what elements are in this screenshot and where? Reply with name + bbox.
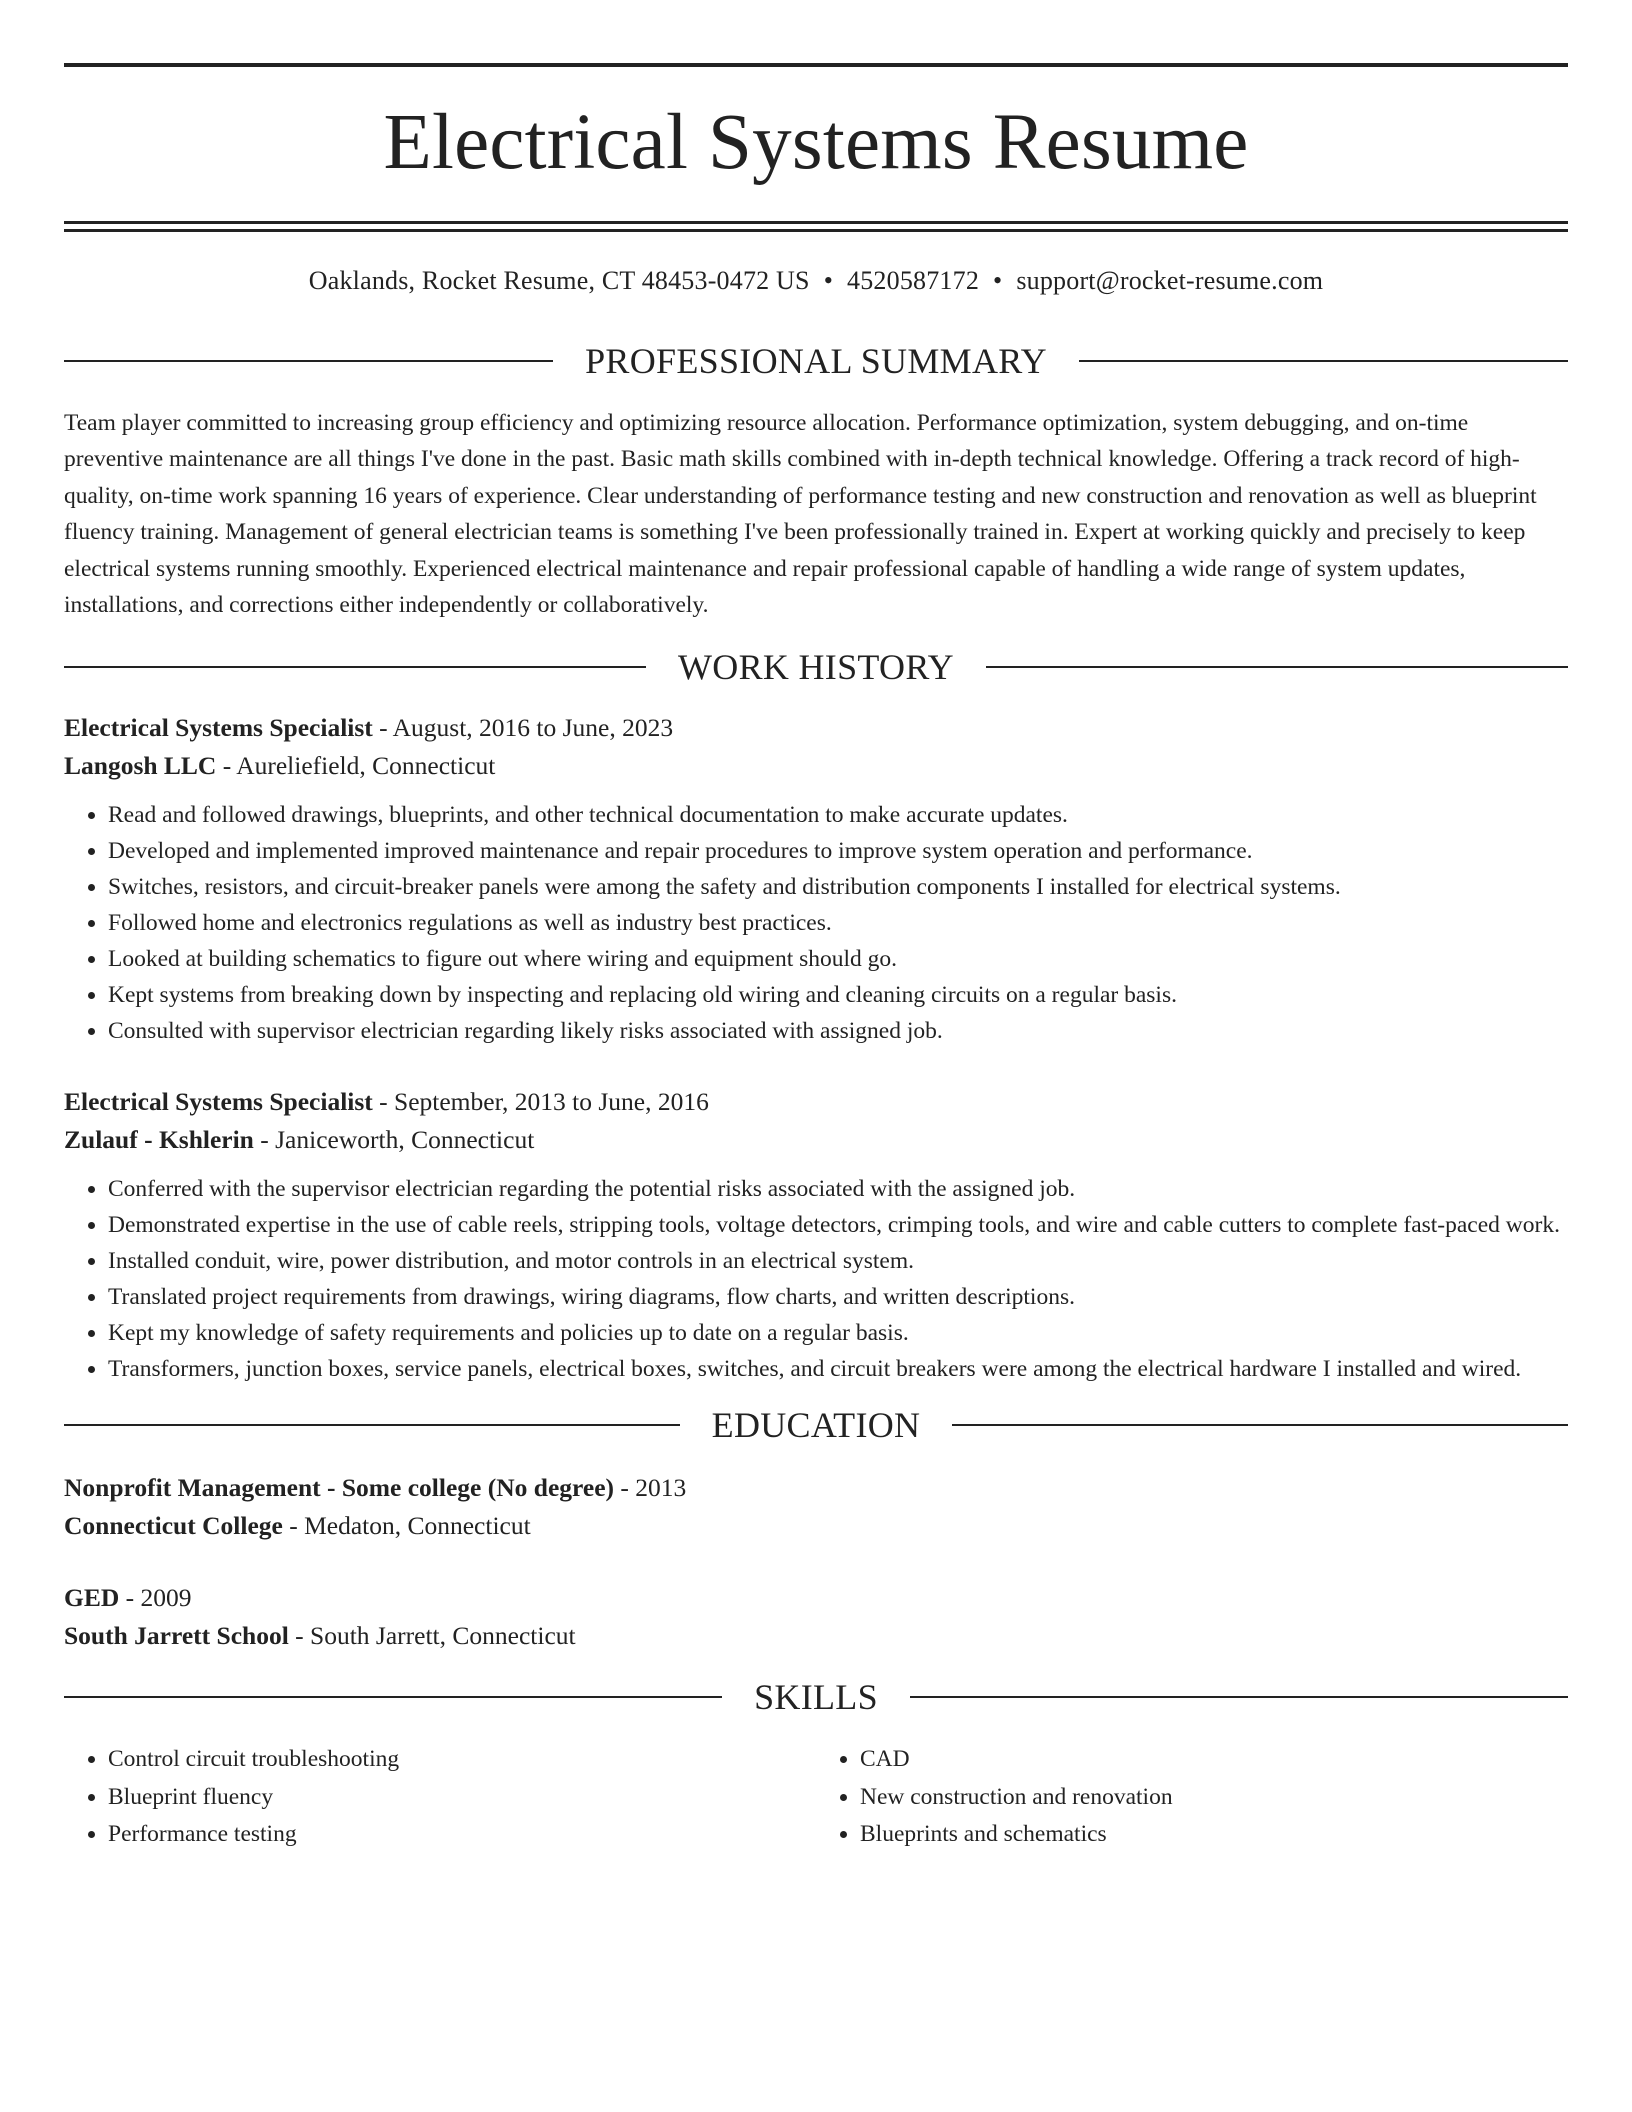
skill-item: • Control circuit troubleshooting xyxy=(108,1741,816,1779)
education-location: - Medaton, Connecticut xyxy=(282,1511,531,1541)
job-title: Electrical Systems Specialist xyxy=(64,713,373,743)
skill-item: • Blueprint fluency xyxy=(108,1779,816,1817)
education-year: - 2013 xyxy=(614,1473,687,1503)
skill-item: • Performance testing xyxy=(108,1816,816,1854)
job-bullets xyxy=(64,1171,1568,1387)
job-title-line xyxy=(64,709,1568,747)
contact-separator: • xyxy=(823,266,834,295)
job-bullet: • Switches, resistors, and circuit-breaker panels were among the safety and distribution components I installed for electrical systems. xyxy=(108,869,1568,905)
contact-info xyxy=(64,265,1568,297)
job-bullet: • Installed conduit, wire, power distribution, and motor controls in an electrical system. xyxy=(108,1243,1568,1279)
education-degree: Nonprofit Management - Some college (No degree) xyxy=(64,1473,615,1503)
skill-item: • New construction and renovation xyxy=(860,1779,1568,1817)
job-bullet: • Read and followed drawings, blueprints, and other technical documentation to make accurate updates. xyxy=(108,797,1568,833)
contact-email: support@rocket-resume.com xyxy=(1016,266,1324,295)
job-location: - Aureliefield, Connecticut xyxy=(216,751,496,781)
job-bullet: • Transformers, junction boxes, service panels, electrical boxes, switches, and circuit breakers were among the electrical hardware I installed and wired. xyxy=(108,1351,1568,1387)
job-company-line xyxy=(64,747,1568,785)
education-entry xyxy=(64,1579,1568,1655)
resume-title: Electrical Systems Resume xyxy=(383,99,1249,186)
skills-list xyxy=(816,1741,1568,1854)
job-dates: - August, 2016 to June, 2023 xyxy=(372,713,674,743)
job-bullet: • Kept systems from breaking down by inspecting and replacing old wiring and cleaning circuits on a regular basis. xyxy=(108,977,1568,1013)
heading-rule-left xyxy=(64,1424,680,1426)
job-bullet: • Consulted with supervisor electrician regarding likely risks associated with assigned job. xyxy=(108,1013,1568,1049)
job-entry xyxy=(64,709,1568,1049)
skill-item: • CAD xyxy=(860,1741,1568,1779)
section-title: EDUCATION xyxy=(711,1405,921,1446)
heading-rule-right xyxy=(986,666,1568,668)
heading-rule-left xyxy=(64,666,646,668)
education-degree-line xyxy=(64,1579,1568,1617)
heading-rule-right xyxy=(910,1696,1568,1698)
section-title: SKILLS xyxy=(754,1677,878,1718)
job-bullets xyxy=(64,797,1568,1049)
contact-address: Oaklands, Rocket Resume, CT 48453-0472 US xyxy=(308,266,810,295)
job-location: - Janiceworth, Connecticut xyxy=(253,1125,535,1155)
job-bullet: • Looked at building schematics to figure out where wiring and equipment should go. xyxy=(108,941,1568,977)
job-bullet: • Conferred with the supervisor electrician regarding the potential risks associated with the assigned job. xyxy=(108,1171,1568,1207)
top-rule xyxy=(64,63,1568,67)
job-bullet: • Kept my knowledge of safety requirements and policies up to date on a regular basis. xyxy=(108,1315,1568,1351)
education-school-line xyxy=(64,1507,1568,1545)
education-school: Connecticut College xyxy=(64,1511,283,1541)
heading-rule-left xyxy=(64,1696,722,1698)
education-degree-line xyxy=(64,1469,1568,1507)
job-bullet: • Demonstrated expertise in the use of cable reels, stripping tools, voltage detectors, crimping tools, and wire and cable cutters to complete fast-paced work. xyxy=(108,1207,1568,1243)
skill-item: • Blueprints and schematics xyxy=(860,1816,1568,1854)
heading-rule-right xyxy=(1079,360,1568,362)
section-heading-education xyxy=(64,1405,1568,1445)
skills-column-right xyxy=(816,1741,1568,1854)
education-school: South Jarrett School xyxy=(64,1621,289,1651)
skills-column-left xyxy=(64,1741,816,1854)
job-title-line xyxy=(64,1083,1568,1121)
skills-grid xyxy=(64,1741,1568,1854)
contact-separator: • xyxy=(993,266,1003,295)
education-school-line xyxy=(64,1617,1568,1655)
heading-rule-left xyxy=(64,360,553,362)
job-dates: - September, 2013 to June, 2016 xyxy=(372,1087,709,1117)
job-bullet: • Developed and implemented improved maintenance and repair procedures to improve system operation and performance. xyxy=(108,833,1568,869)
education-degree: GED xyxy=(64,1583,120,1613)
section-title: PROFESSIONAL SUMMARY xyxy=(585,341,1047,381)
education-year: - 2009 xyxy=(119,1583,192,1613)
section-title: WORK HISTORY xyxy=(678,647,954,688)
job-company-line xyxy=(64,1121,1568,1159)
contact-phone: 4520587172 xyxy=(847,266,980,295)
skills-list xyxy=(64,1741,816,1854)
education-entry xyxy=(64,1469,1568,1545)
summary-text: Team player committed to increasing group efficiency and optimizing resource allocation. Performance optimization, system debugging, and on-time preventive maintenance are all things I've done in the past. Basic math skills combined with in-depth technical knowledge. Offering a track record of high-quality, on-time work spanning 16 years of experience. Clear understanding of performance testing and new construction and renovation as well as blueprint fluency training. Management of general electrician teams is something I've been professionally trained in. Expert at working quickly and precisely to keep electrical systems running smoothly. Experienced electrical maintenance and repair professional capable of handling a wide range of system updates, installations, and corrections either independently or collaboratively. xyxy=(64,410,1537,619)
job-entry xyxy=(64,1083,1568,1387)
section-heading-summary xyxy=(64,341,1568,381)
title-double-rule xyxy=(64,221,1568,232)
section-heading-work xyxy=(64,647,1568,687)
heading-rule-right xyxy=(952,1424,1568,1426)
job-bullet: • Translated project requirements from drawings, wiring diagrams, flow charts, and written descriptions. xyxy=(108,1279,1568,1315)
job-company: Zulauf - Kshlerin xyxy=(64,1125,254,1155)
job-company: Langosh LLC xyxy=(64,751,217,781)
education-location: - South Jarrett, Connecticut xyxy=(288,1621,576,1651)
job-title: Electrical Systems Specialist xyxy=(64,1087,373,1117)
job-bullet: • Followed home and electronics regulations as well as industry best practices. xyxy=(108,905,1568,941)
section-heading-skills xyxy=(64,1677,1568,1717)
